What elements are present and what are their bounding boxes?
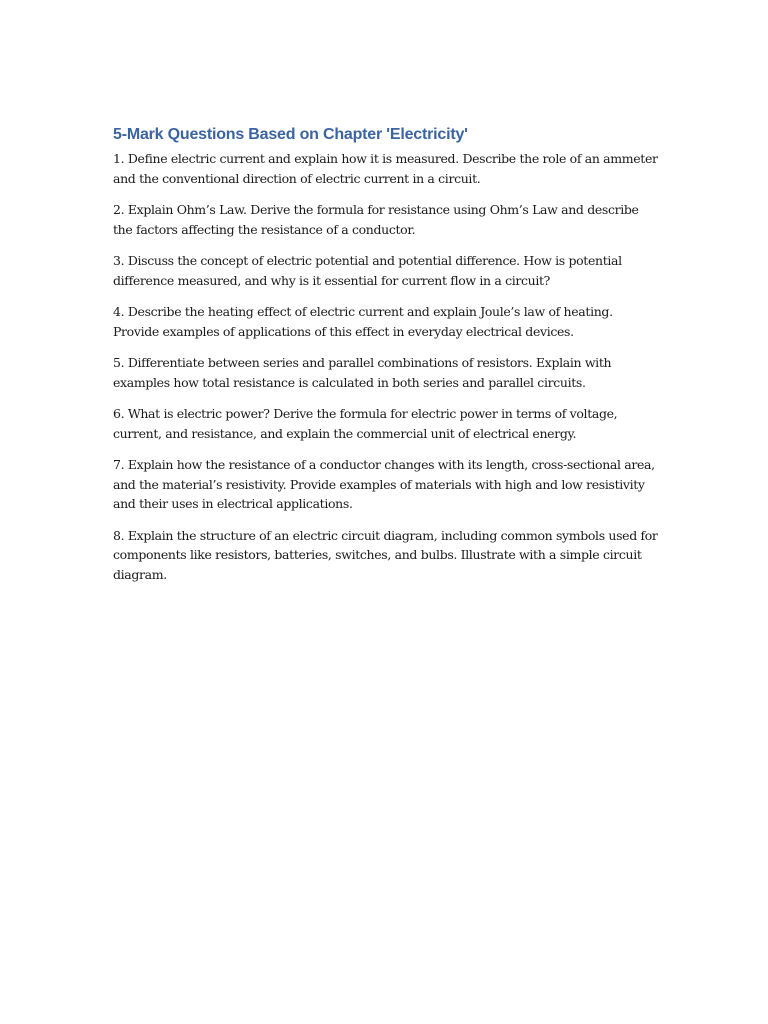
question-item: 4. Describe the heating effect of electric current and explain Joule’s law of heating. Provide examples of applications of this effect in everyday electrical devices.	[113, 304, 613, 339]
question-item: 5. Differentiate between series and parallel combinations of resistors. Explain with examples how total resistance is calculated in both series and parallel circuits.	[113, 355, 612, 390]
question-list	[113, 149, 658, 584]
document-page	[113, 124, 658, 596]
question-item: 1. Define electric current and explain how it is measured. Describe the role of an ammeter and the conventional direction of electric current in a circuit.	[113, 151, 658, 186]
question-item: 3. Discuss the concept of electric potential and potential difference. How is potential difference measured, and why is it essential for current flow in a circuit?	[113, 253, 622, 288]
document-title: 5-Mark Questions Based on Chapter 'Electricity'	[113, 126, 468, 143]
question-item: 6. What is electric power? Derive the formula for electric power in terms of voltage, current, and resistance, and explain the commercial unit of electrical energy.	[113, 406, 618, 441]
question-item: 8. Explain the structure of an electric circuit diagram, including common symbols used for components like resistors, batteries, switches, and bulbs. Illustrate with a simple circuit diagram.	[113, 527, 658, 582]
question-item: 7. Explain how the resistance of a conductor changes with its length, cross-sectional area, and the material’s resistivity. Provide examples of materials with high and low resistivity and their uses in electrical applications.	[113, 457, 655, 511]
question-item: 2. Explain Ohm’s Law. Derive the formula for resistance using Ohm’s Law and describe the factors affecting the resistance of a conductor.	[113, 202, 639, 237]
